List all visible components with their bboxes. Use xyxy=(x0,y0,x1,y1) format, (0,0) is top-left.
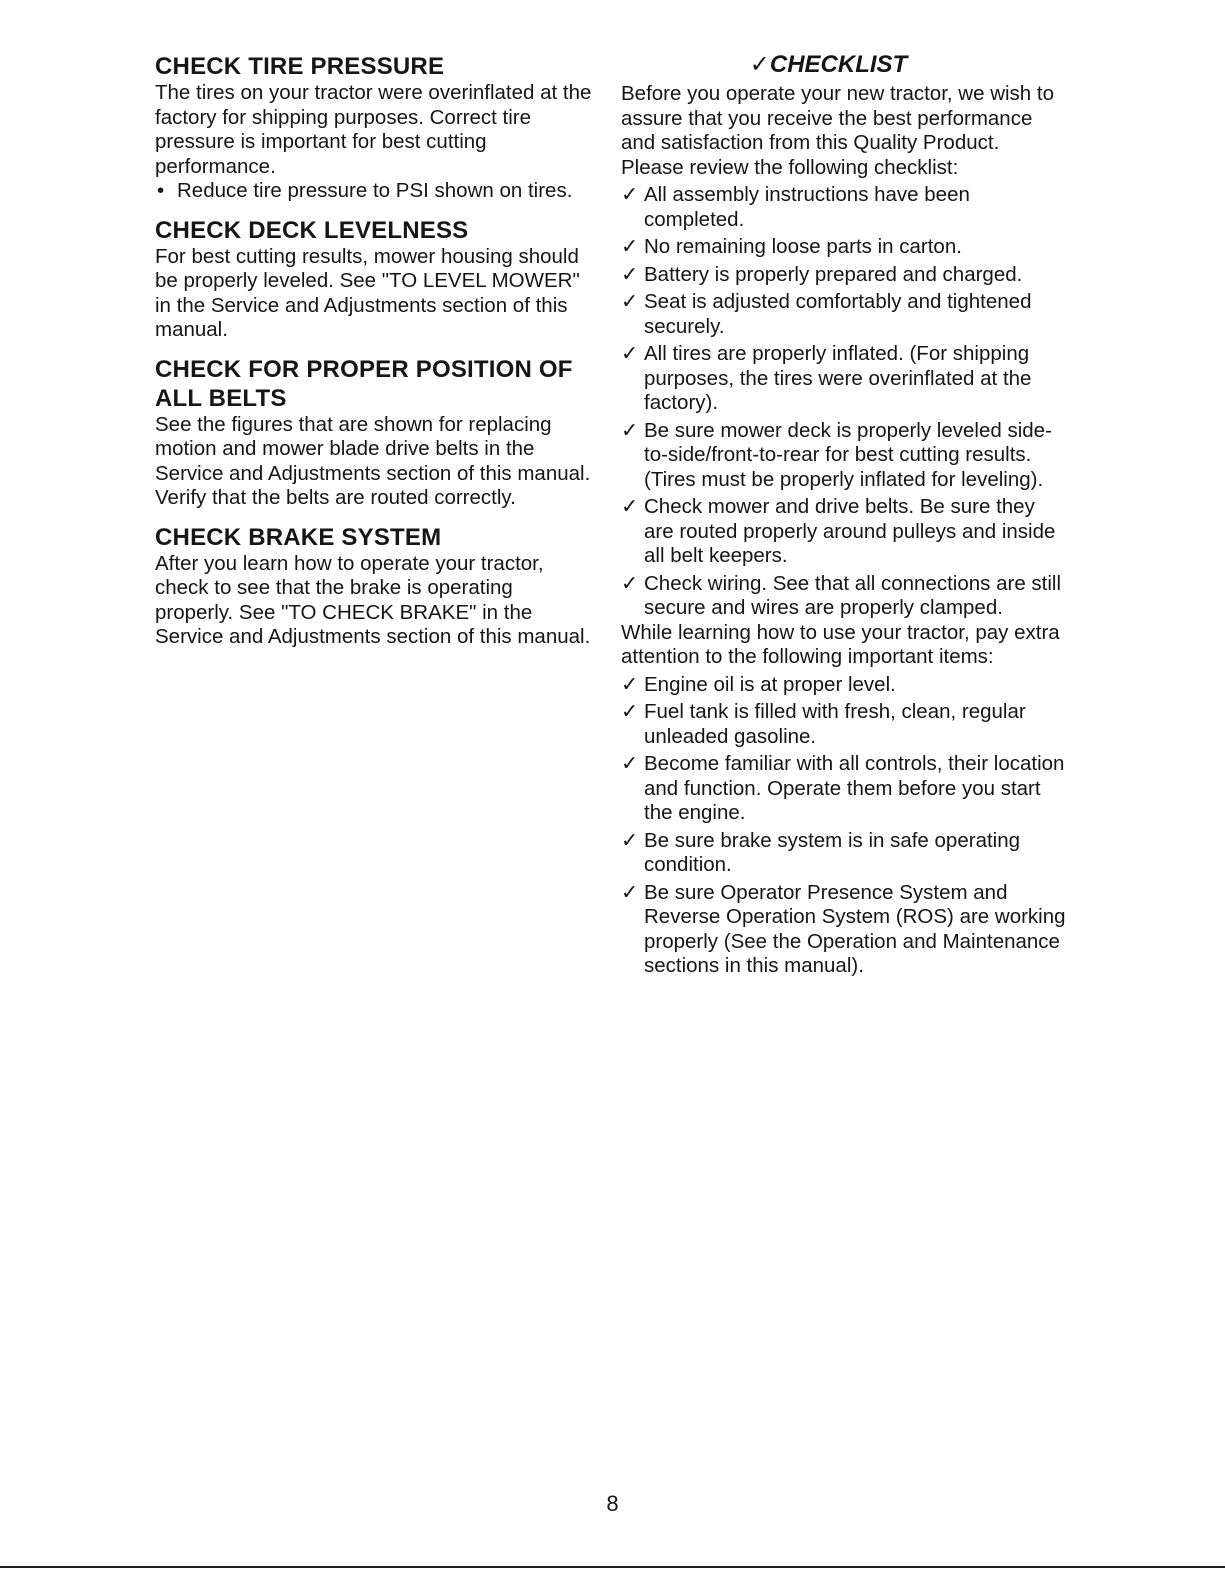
checklist-item xyxy=(621,673,1066,698)
check-mark-icon: ✓ xyxy=(621,262,639,286)
left-column xyxy=(155,50,595,650)
checklist-review-line: Please review the following checklist: xyxy=(621,155,959,179)
check-mark-icon: ✓ xyxy=(621,342,639,365)
checklist-item-text: Check wiring. See that all connections are still secure and wires are properly clamped. xyxy=(644,571,1062,619)
checklist-item-text: No remaining loose parts in carton. xyxy=(644,235,962,258)
checklist-item-text: Be sure mower deck is properly leveled side-to-side/front-to-rear for best cutting results. (Tires must be properly inflated for leveling). xyxy=(644,418,1052,491)
check-mark-icon: ✓ xyxy=(621,571,639,595)
checklist-item-text: Be sure Operator Presence System and Reverse Operation System (ROS) are working properly (See the Operation and Maintenance sections in this manual). xyxy=(644,880,1066,977)
check-mark-icon: ✓ xyxy=(621,235,639,258)
tire-pressure-heading: CHECK TIRE PRESSURE xyxy=(155,53,445,80)
checklist-title: ✓CHECKLIST xyxy=(749,51,908,78)
checklist-item-text: Battery is properly prepared and charged. xyxy=(644,262,1023,286)
checklist-item-text: Be sure brake system is in safe operating condition. xyxy=(644,828,1021,876)
belts-position-heading: CHECK FOR PROPER POSITION OF ALL BELTS xyxy=(155,355,573,412)
page-number: 8 xyxy=(606,1491,619,1516)
checklist-item xyxy=(621,263,1066,288)
checklist-item-text: Seat is adjusted comfortably and tightened securely. xyxy=(644,290,1032,338)
checklist-item xyxy=(621,183,1066,232)
check-mark-icon: ✓ xyxy=(621,183,639,206)
bullet-icon: • xyxy=(157,179,165,202)
checklist-item-text: Become familiar with all controls, their location and function. Operate them before you start the engine. xyxy=(644,752,1065,824)
checklist-item xyxy=(621,829,1066,878)
right-column xyxy=(621,50,1066,979)
checklist-item-text: All assembly instructions have been completed. xyxy=(644,183,970,231)
checklist-item xyxy=(621,495,1066,569)
checklist-item-text: Check mower and drive belts. Be sure they are routed properly around pulleys and inside all belt keepers. xyxy=(644,495,1056,567)
check-mark-icon: ✓ xyxy=(621,828,639,852)
checklist-item-text: Fuel tank is filled with fresh, clean, regular unleaded gasoline. xyxy=(644,700,1026,748)
check-mark-icon: ✓ xyxy=(621,290,639,313)
belts-position-paragraph: See the figures that are shown for replacing motion and mower blade drive belts in the Service and Adjustments section of this manual. Verify that the belts are routed correctly. xyxy=(155,412,591,509)
important-items xyxy=(621,673,1066,979)
checklist-items xyxy=(621,183,1066,621)
checklist-item xyxy=(621,342,1066,416)
tire-pressure-bullet-text: Reduce tire pressure to PSI shown on tires. xyxy=(177,179,573,202)
checklist-item-text: All tires are properly inflated. (For shipping purposes, the tires were overinflated at the factory). xyxy=(644,342,1032,414)
checklist-item xyxy=(621,572,1066,621)
checklist-item xyxy=(621,700,1066,749)
check-mark-icon: ✓ xyxy=(621,495,639,518)
checklist-learning-line: While learning how to use your tractor, pay extra attention to the following important items: xyxy=(621,620,1060,668)
checklist-item-text: Engine oil is at proper level. xyxy=(644,672,896,696)
brake-system-paragraph: After you learn how to operate your tractor, check to see that the brake is operating properly. See "TO CHECK BRAKE" in the Service and Adjustments section of this manual. xyxy=(155,551,591,648)
checklist-intro: Before you operate your new tractor, we wish to assure that you receive the best performance and satisfaction from this Quality Product. xyxy=(621,82,1055,154)
brake-system-heading: CHECK BRAKE SYSTEM xyxy=(155,523,442,551)
check-mark-icon: ✓ xyxy=(621,418,639,442)
checklist-item xyxy=(621,881,1066,979)
checklist-item xyxy=(621,419,1066,493)
checklist-item xyxy=(621,752,1066,826)
check-mark-icon: ✓ xyxy=(621,752,639,775)
check-mark-icon: ✓ xyxy=(621,700,639,723)
checklist-item xyxy=(621,235,1066,260)
checklist-item xyxy=(621,290,1066,339)
deck-levelness-paragraph: For best cutting results, mower housing should be properly leveled. See "TO LEVEL MOWER" in the Service and Adjustments section of this manual. xyxy=(155,244,580,341)
bottom-rule xyxy=(0,1566,1225,1568)
tire-pressure-bullet xyxy=(155,179,595,204)
tire-pressure-paragraph: The tires on your tractor were overinflated at the factory for shipping purposes. Correct tire pressure is important for best cutting performance. xyxy=(155,81,592,178)
check-mark-icon: ✓ xyxy=(621,672,639,696)
deck-levelness-heading: CHECK DECK LEVELNESS xyxy=(155,216,469,244)
check-mark-icon: ✓ xyxy=(621,880,639,904)
